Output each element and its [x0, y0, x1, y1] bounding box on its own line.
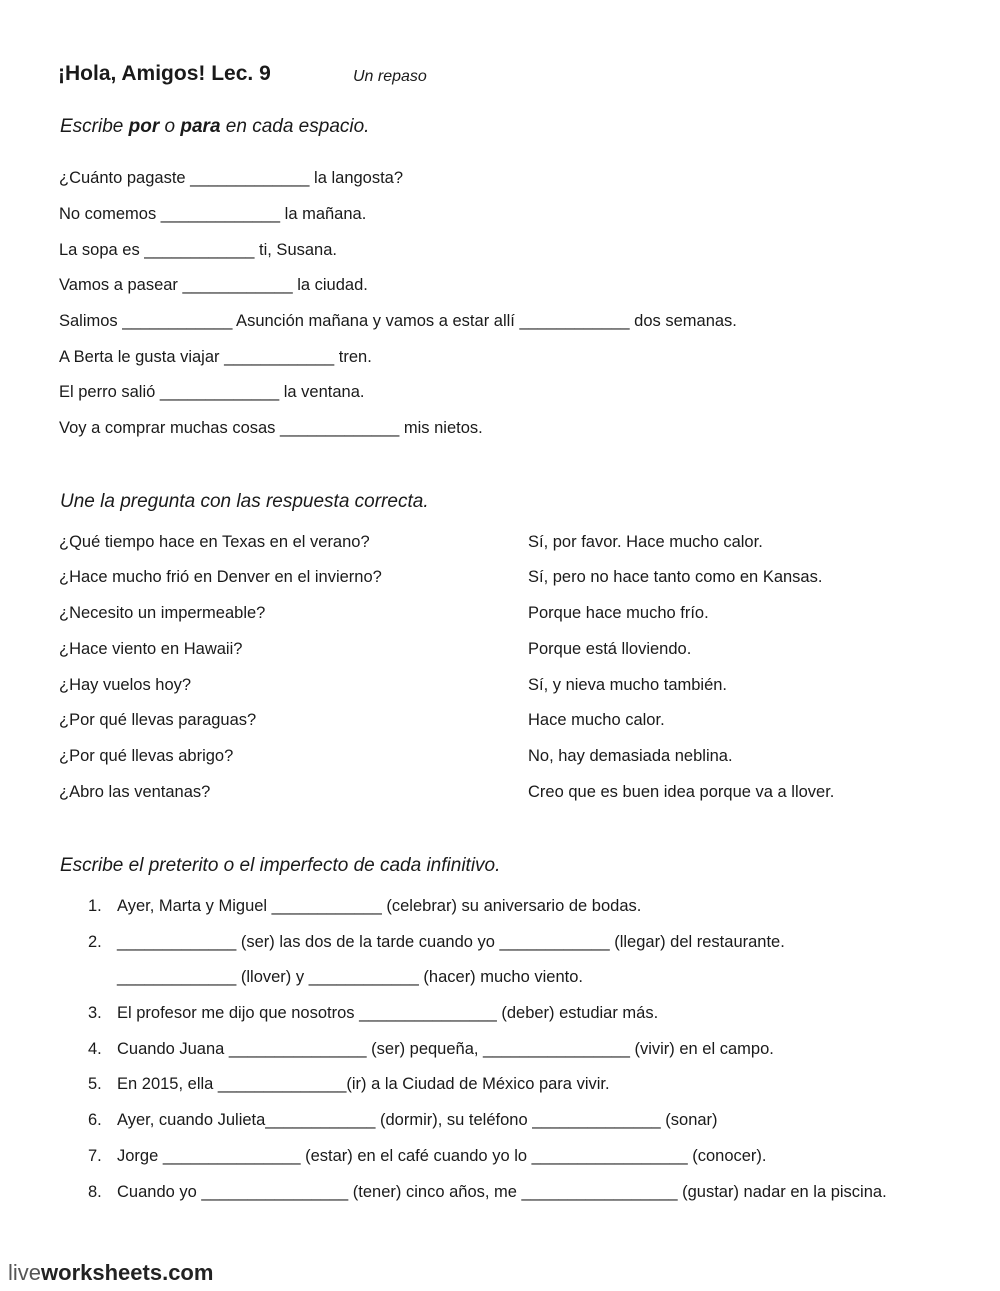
exercise-line: Cuando yo ________________ (tener) cinco años, me _________________ (gustar) nadar en la piscina.	[117, 1183, 887, 1201]
exercise-line: En 2015, ella ______________(ir) a la Ciudad de México para vivir.	[117, 1075, 610, 1093]
item-number: 2.	[88, 933, 102, 951]
question-item: ¿Hay vuelos hoy?	[59, 676, 192, 694]
liveworksheets-logo[interactable]: liveworksheets.com	[8, 1260, 214, 1285]
question-item: ¿Hace mucho frió en Denver en el invierno?	[59, 568, 382, 586]
page-subtitle: Un repaso	[353, 68, 427, 85]
fill-line: Salimos ____________ Asunción mañana y vamos a estar allí ____________ dos semanas.	[59, 312, 737, 330]
item-number: 6.	[88, 1111, 102, 1129]
answer-item: Porque está lloviendo.	[528, 640, 692, 658]
question-item: ¿Qué tiempo hace en Texas en el verano?	[59, 533, 370, 551]
fill-line: Vamos a pasear ____________ la ciudad.	[59, 276, 368, 294]
item-number: 8.	[88, 1183, 102, 1201]
fill-line: La sopa es ____________ ti, Susana.	[59, 241, 337, 259]
answer-item: Sí, y nieva mucho también.	[528, 676, 728, 694]
section1-heading: Escribe por o para en cada espacio.	[60, 116, 370, 137]
item-number: 3.	[88, 1004, 102, 1022]
answer-item: Sí, por favor. Hace mucho calor.	[528, 533, 763, 551]
item-number: 1.	[88, 897, 102, 915]
section2-heading: Une la pregunta con las respuesta correcta.	[60, 491, 429, 512]
exercise-line: Cuando Juana _______________ (ser) pequeña, ________________ (vivir) en el campo.	[117, 1040, 774, 1058]
fill-line: Voy a comprar muchas cosas _____________ mis nietos.	[59, 419, 483, 437]
section3-heading: Escribe el preterito o el imperfecto de cada infinitivo.	[60, 855, 501, 876]
fill-line: ¿Cuánto pagaste _____________ la langosta?	[59, 169, 404, 187]
fill-line: No comemos _____________ la mañana.	[59, 205, 367, 223]
answer-item: Sí, pero no hace tanto como en Kansas.	[528, 568, 823, 586]
fill-line: A Berta le gusta viajar ____________ tren.	[59, 348, 372, 366]
exercise-line: El profesor me dijo que nosotros _______________ (deber) estudiar más.	[117, 1004, 659, 1022]
question-item: ¿Por qué llevas paraguas?	[59, 711, 257, 729]
exercise-line: Jorge _______________ (estar) en el café cuando yo lo _________________ (conocer).	[117, 1147, 767, 1165]
exercise-line-continued: _____________ (llover) y ____________ (hacer) mucho viento.	[117, 968, 583, 986]
question-item: ¿Por qué llevas abrigo?	[59, 747, 234, 765]
answer-item: Hace mucho calor.	[528, 711, 665, 729]
item-number: 4.	[88, 1040, 102, 1058]
item-number: 7.	[88, 1147, 102, 1165]
page-title: ¡Hola, Amigos! Lec. 9	[58, 62, 271, 85]
exercise-line: Ayer, cuando Julieta____________ (dormir), su teléfono ______________ (sonar)	[117, 1111, 718, 1129]
question-item: ¿Abro las ventanas?	[59, 783, 211, 801]
exercise-line: _____________ (ser) las dos de la tarde cuando yo ____________ (llegar) del restaurante.	[117, 933, 785, 951]
question-item: ¿Necesito un impermeable?	[59, 604, 266, 622]
fill-line: El perro salió _____________ la ventana.	[59, 383, 365, 401]
question-item: ¿Hace viento en Hawaii?	[59, 640, 243, 658]
exercise-line: Ayer, Marta y Miguel ____________ (celebrar) su aniversario de bodas.	[117, 897, 642, 915]
answer-item: Creo que es buen idea porque va a llover.	[528, 783, 835, 801]
answer-item: Porque hace mucho frío.	[528, 604, 709, 622]
item-number: 5.	[88, 1075, 102, 1093]
answer-item: No, hay demasiada neblina.	[528, 747, 733, 765]
